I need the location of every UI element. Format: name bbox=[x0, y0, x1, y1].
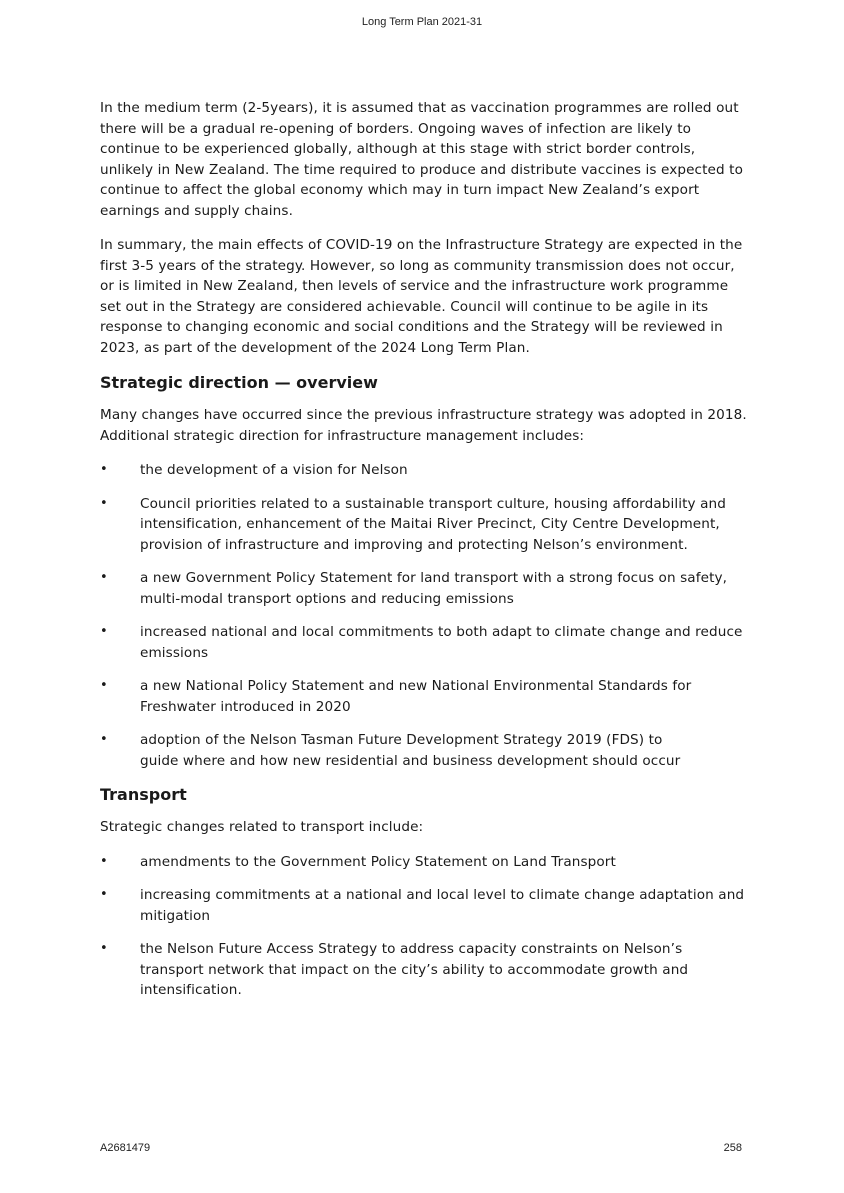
list-item-text: a new Government Policy Statement for land transport with a strong focus on safety, multi-modal transport options and reducing emissions bbox=[140, 570, 728, 607]
list-item-text: adoption of the Nelson Tasman Future Development Strategy 2019 (FDS) to guide where and how new residential and business development should occur bbox=[140, 732, 681, 769]
heading-transport: Transport bbox=[100, 785, 187, 804]
list-item bbox=[100, 494, 748, 556]
paragraph-strategic-intro: Many changes have occurred since the previous infrastructure strategy was adopted in 2018. Additional strategic direction for infrastructure management includes: bbox=[100, 407, 747, 444]
bullet-icon: • bbox=[100, 887, 108, 902]
list-item bbox=[100, 622, 748, 663]
bullet-icon: • bbox=[100, 462, 108, 477]
bullet-icon: • bbox=[100, 495, 108, 511]
transport-bullet-list bbox=[100, 852, 748, 1001]
paragraph-medium-term: In the medium term (2-5years), it is assumed that as vaccination programmes are rolled out there will be a gradual re-opening of borders. Ongoing waves of infection are likely to continue to be experienced globally, although at this stage with strict border controls, unlikely in New Zealand. The time required to produce and distribute vaccines is expected to continue to affect the global economy which may in turn impact New Zealand’s export earnings and supply chains. bbox=[100, 100, 744, 219]
bullet-icon: • bbox=[100, 853, 108, 869]
document-id: A2681479 bbox=[100, 1142, 151, 1154]
list-item bbox=[100, 730, 748, 771]
list-item-text: increased national and local commitments to both adapt to climate change and reduce emissions bbox=[140, 624, 743, 661]
bullet-icon: • bbox=[100, 624, 108, 639]
page-header: Long Term Plan 2021-31 bbox=[361, 16, 483, 28]
list-item-text: Council priorities related to a sustainable transport culture, housing affordability and intensification, enhancement of the Maitai River Precinct, City Centre Development, provision of infrastructure and improving and protecting Nelson’s environment. bbox=[140, 495, 726, 553]
list-item-text: the Nelson Future Access Strategy to address capacity constraints on Nelson’s transport network that impact on the city’s ability to accommodate growth and intensification. bbox=[140, 941, 689, 998]
list-item bbox=[100, 885, 748, 926]
list-item-text: the development of a vision for Nelson bbox=[140, 462, 408, 478]
strategic-bullet-list bbox=[100, 460, 748, 771]
bullet-icon: • bbox=[100, 941, 108, 956]
list-item-text: increasing commitments at a national and local level to climate change adaptation and mitigation bbox=[140, 887, 745, 924]
list-item bbox=[100, 939, 748, 1001]
list-item-text: amendments to the Government Policy Statement on Land Transport bbox=[140, 853, 616, 870]
list-item bbox=[100, 568, 748, 609]
list-item bbox=[100, 676, 748, 717]
bullet-icon: • bbox=[100, 570, 108, 585]
bullet-icon: • bbox=[100, 678, 108, 693]
heading-strategic-direction: Strategic direction — overview bbox=[100, 373, 378, 392]
paragraph-summary: In summary, the main effects of COVID-19 on the Infrastructure Strategy are expected in the first 3-5 years of the strategy. However, so long as community transmission does not occur, or is limited in New Zealand, then levels of service and the infrastructure work programme set out in the Strategy are considered achievable. Council will continue to be agile in its response to changing economic and social conditions and the Strategy will be reviewed in 2023, as part of the development of the 2024 Long Term Plan. bbox=[100, 237, 743, 356]
paragraph-transport-intro: Strategic changes related to transport include: bbox=[100, 819, 424, 835]
list-item-text: a new National Policy Statement and new National Environmental Standards for Freshwater introduced in 2020 bbox=[140, 678, 692, 715]
page-number: 258 bbox=[723, 1142, 742, 1154]
list-item bbox=[100, 460, 748, 481]
bullet-icon: • bbox=[100, 732, 108, 747]
list-item bbox=[100, 852, 748, 873]
document-body bbox=[100, 98, 748, 1014]
